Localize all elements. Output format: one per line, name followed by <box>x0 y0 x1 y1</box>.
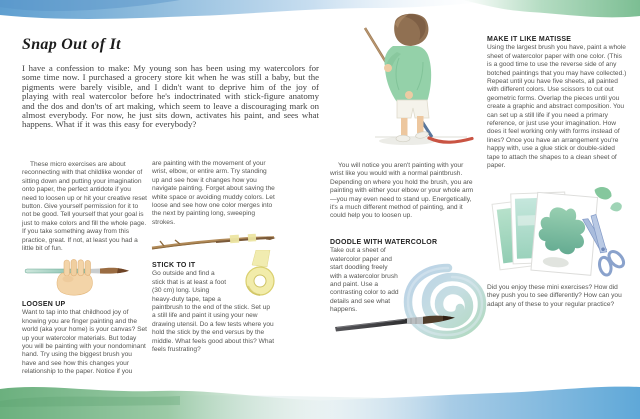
matisse-paragraph: Using the largest brush you have, paint a whole sheet of watercolor paper with one color. (This is a good time to use the reverse side of any botched paintings that you may have collected.) Repeat until you have five sheets, all painted with different colors. Use scissors to cut out geometric forms. Overlap the pieces until you create a graphic and abstract composition. You can set up a still life if you need a primary reference, or just use your imagination. How does it feel working only with forms instead of lines? Once you have an arrangement you're happy with, use a glue stick or double-sided tape to attach the shapes to a clean sheet of paper. <box>487 44 627 170</box>
loosen-up-paragraph: Want to tap into that childhood joy of knowing you are finger painting and the world (aka your home) is your canvas? Set up your watercolor materials. But today you will be painting with your nondominant hand. Try using the biggest brush you have and see how this changes your relationship to the paper. Notice if you <box>22 309 147 376</box>
matisse-heading: MAKE IT LIKE MATISSE <box>487 36 572 43</box>
loosen-up-section <box>22 301 147 377</box>
stick-to-it-paragraph: Go outside and find a stick that is at least a foot (30 cm) long. Using heavy-duty tape, tape a paintbrush to the end of the stick. Set up a still life and paint it using your new drawing utensil. Do a few tests where you hold the stick by the end versus by the middle. What feels good about this? What feels frustrating? <box>152 270 275 354</box>
paintbrush-illustration <box>333 306 465 336</box>
intro-paragraph: I have a confession to make: My young son has been using my watercolors for some time now. I purchased a grocery store kit when he was still a baby, but the pigments were barely visible, and I didn't want to deprive him of the joy of playing with real watercolor before he's indoctrinated with stick-figure anatomy and the dos and don'ts of art making, which seem to leave a discouraging mark on almost everybody. For now, he just sits down, activates his paint, and sees what happens. What if it was this easy for everybody? <box>22 63 319 130</box>
left-column-2 <box>152 160 275 227</box>
watercolor-wash-bottom <box>0 381 640 419</box>
right-column-1 <box>330 162 475 221</box>
page-title: Snap Out of It <box>22 36 121 53</box>
tape-roll-text-spacer <box>229 270 275 300</box>
micro-exercises-paragraph: These micro exercises are about reconnecting with that childlike wonder of sitting down and putting your imagination onto paper, the perfect antidote if you need to loosen up or hit your creative reset button. Give yourself permission for it to not be good. Tell yourself that your goal is just to make colors and fill the whole page. If you take something away from this practice, great. If not, at least you had a little bit of fun. <box>22 161 147 253</box>
hand-holding-paintbrush-illustration <box>24 247 136 299</box>
closing-question-block <box>487 284 629 309</box>
notice-paragraph: You will notice you aren't painting with your wrist like you would with a normal paintbrush. Depending on where you hold the brush, you are painting with either your elbow or your whole arm—you may even need to stand up. Energetically, it's a much different method of painting, and it could help you to loosen up. <box>330 162 474 220</box>
left-column-1 <box>22 161 147 253</box>
cutouts-and-scissors-illustration <box>488 185 626 281</box>
stick-to-it-paragraph-block <box>152 270 275 354</box>
loosen-up-heading: LOOSEN UP <box>22 301 66 308</box>
doodle-paragraph: Take out a sheet of watercolor paper and start doodling freely with a watercolor brush and paint. Use a contrasting color to add details and see what happens. <box>330 247 399 314</box>
matisse-section <box>487 36 627 171</box>
boy-painting-illustration <box>345 10 475 162</box>
movement-paragraph: are painting with the movement of your wrist, elbow, or entire arm. Try standing up and see how it changes how you navigate painting. Forget about saving the white space or avoiding muddy colors. Let loose and see how one color merges into the next by painting long, sweeping strokes. <box>152 160 275 226</box>
doodle-heading: DOODLE WITH WATERCOLOR <box>330 239 438 246</box>
watercolor-wash-top <box>0 0 640 30</box>
stick-to-it-section <box>152 262 275 354</box>
stick-to-it-heading: STICK TO IT <box>152 262 196 269</box>
closing-question-paragraph: Did you enjoy these mini exercises? How did they push you to see differently? How can you adapt any of these to your regular practice? <box>487 284 622 308</box>
